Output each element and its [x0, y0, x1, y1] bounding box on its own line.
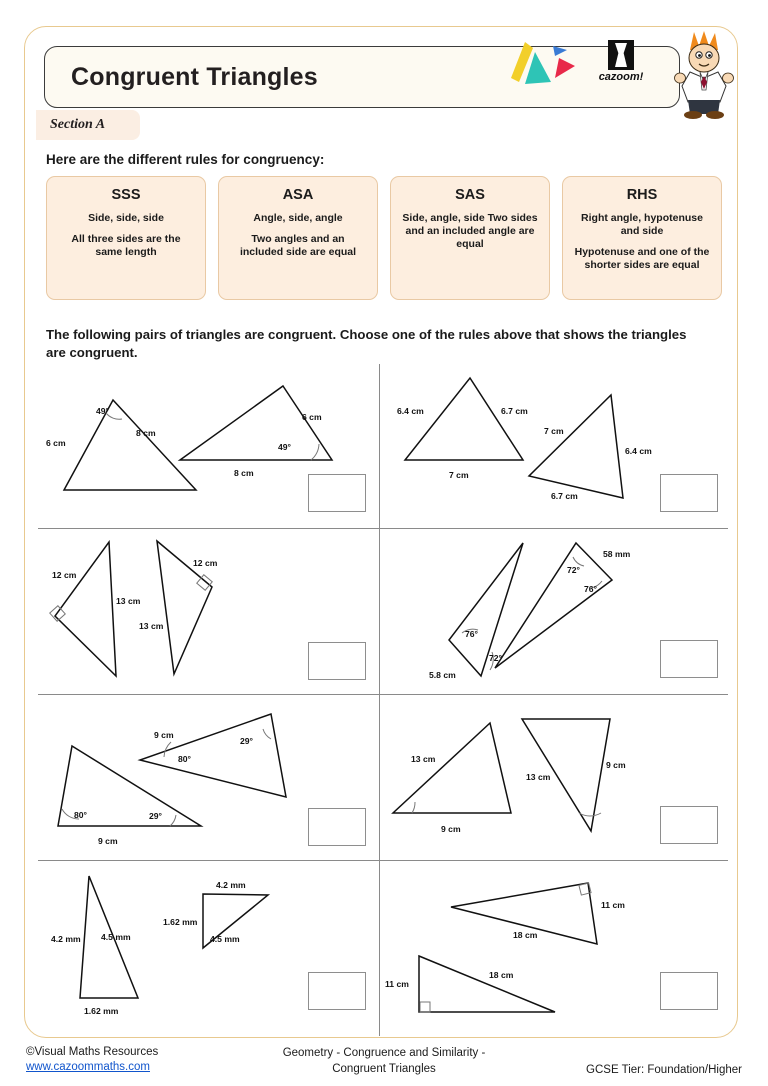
label: 6.7 cm: [551, 491, 578, 501]
question-cell-q4: [383, 530, 728, 696]
label: 7 cm: [449, 470, 469, 480]
rule-card-sss: [46, 176, 206, 300]
section-badge-label: Section A: [50, 117, 106, 132]
label: 8 cm: [136, 428, 156, 438]
page-title: Congruent Triangles: [71, 63, 318, 91]
answer-box-q3[interactable]: [308, 642, 366, 680]
rule-card-sas: [390, 176, 550, 300]
answer-box-q4[interactable]: [660, 640, 718, 678]
label: 12 cm: [52, 570, 77, 580]
label: 13 cm: [139, 621, 164, 631]
rule-line: Two angles and an included side are equal: [239, 233, 357, 259]
label: 1.62 mm: [163, 917, 198, 927]
label: 4.5 mm: [101, 932, 131, 942]
label: 4.5 mm: [210, 934, 240, 944]
label: 13 cm: [526, 772, 551, 782]
label: 1.62 mm: [84, 1006, 119, 1016]
rule-line: Right angle, hypotenuse and side: [581, 212, 703, 238]
rule-title: ASA: [282, 187, 314, 203]
label: 9 cm: [98, 836, 118, 846]
label: 13 cm: [116, 596, 141, 606]
label: 6.4 cm: [397, 406, 424, 416]
topic-text: [250, 1046, 518, 1077]
topic-line-1: Geometry - Congruence and Similarity -: [282, 1047, 486, 1059]
cazoom-caption: cazoom!: [598, 71, 644, 83]
answer-box-q2[interactable]: [660, 474, 718, 512]
label: 11 cm: [601, 900, 625, 910]
tier-text: GCSE Tier: Foundation/Higher: [586, 1064, 742, 1076]
label: 76°: [584, 584, 597, 594]
question-cell-q6: [383, 696, 728, 862]
question-grid: [38, 364, 728, 1040]
label: 4.2 mm: [216, 880, 246, 890]
page-footer: [0, 1044, 768, 1086]
label: 29°: [240, 736, 253, 746]
label: 29°: [149, 811, 162, 821]
section-badge: [36, 110, 140, 140]
answer-box-q1[interactable]: [308, 474, 366, 512]
rules-lead-text: Here are the different rules for congruency:: [46, 152, 325, 167]
instruction-text: The following pairs of triangles are congruent. Choose one of the rules above that shows the triangles are congruent.: [46, 327, 687, 360]
label: 11 cm: [385, 979, 409, 989]
label: 4.2 mm: [51, 934, 81, 944]
label: 6 cm: [302, 412, 322, 422]
rule-line: All three sides are the same length: [71, 233, 181, 259]
rule-title: SAS: [455, 187, 485, 203]
label: 72°: [567, 565, 580, 575]
question-cell-q7: [38, 862, 383, 1028]
copyright-text: ©Visual Maths Resources: [26, 1046, 159, 1058]
topic-line-2: Congruent Triangles: [332, 1062, 436, 1075]
label: 18 cm: [489, 970, 514, 980]
label: 49°: [96, 406, 109, 416]
website-link[interactable]: www.cazoommaths.com: [26, 1061, 150, 1073]
cazoom-wordmark: [592, 40, 650, 88]
label: 72°: [489, 653, 502, 663]
cazoom-logo-icon: [505, 38, 587, 88]
answer-box-q6[interactable]: [660, 806, 718, 844]
congruency-rules: [46, 176, 722, 300]
rule-line: Hypotenuse and one of the shorter sides are equal: [574, 246, 710, 272]
label: 5.8 cm: [429, 670, 456, 680]
label: 9 cm: [441, 824, 461, 834]
rule-line: Angle, side, angle: [253, 212, 343, 224]
rule-title: SSS: [111, 187, 141, 203]
cazoom-glass-icon: [608, 40, 634, 70]
label: 8 cm: [234, 468, 254, 478]
question-cell-q8: [383, 862, 728, 1028]
rule-line: Side, angle, side Two sides and an included angle are equal: [402, 212, 538, 251]
answer-box-q8[interactable]: [660, 972, 718, 1010]
label: 6 cm: [46, 438, 66, 448]
label: 80°: [74, 810, 87, 820]
label: 12 cm: [193, 558, 218, 568]
answer-box-q5[interactable]: [308, 808, 366, 846]
answer-box-q7[interactable]: [308, 972, 366, 1010]
label: 6.7 cm: [501, 406, 528, 416]
label: 9 cm: [154, 730, 174, 740]
label: 80°: [178, 754, 191, 764]
label: 9 cm: [606, 760, 626, 770]
label: 6.4 cm: [625, 446, 652, 456]
label: 49°: [278, 442, 291, 452]
question-cell-q5: [38, 696, 383, 862]
rule-line: Side, side, side: [88, 212, 164, 224]
label: 18 cm: [513, 930, 538, 940]
rule-title: RHS: [626, 187, 658, 203]
rule-card-asa: [218, 176, 378, 300]
question-cell-q3: [38, 530, 383, 696]
label: 7 cm: [544, 426, 564, 436]
rule-card-rhs: [562, 176, 722, 300]
question-cell-q2: [383, 364, 728, 530]
cazoom-mascot-icon: [668, 28, 740, 120]
label: 58 mm: [603, 549, 631, 559]
question-cell-q1: [38, 364, 383, 530]
label: 76°: [465, 629, 478, 639]
label: 13 cm: [411, 754, 436, 764]
